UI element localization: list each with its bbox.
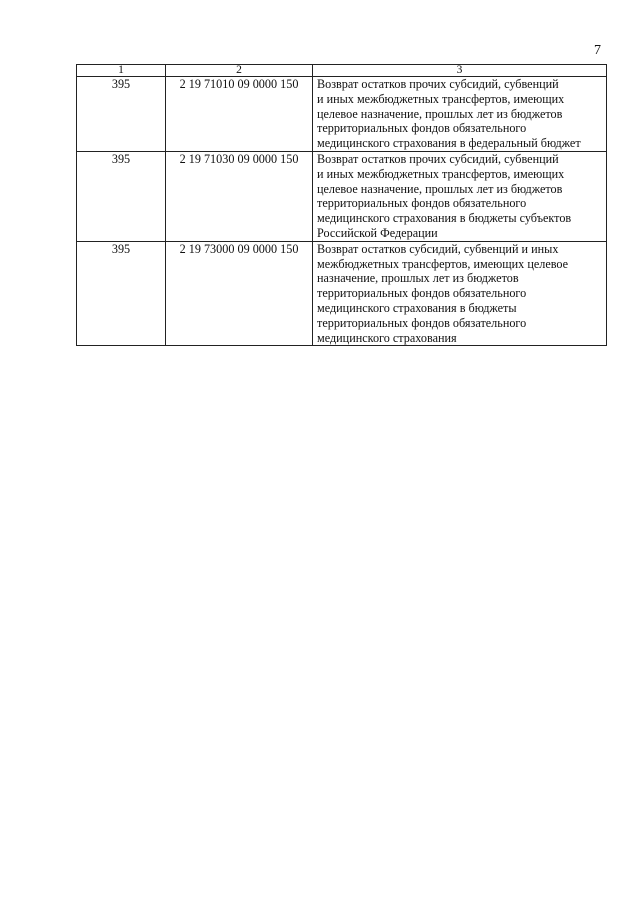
description-line: межбюджетных трансфертов, имеющих целевое	[317, 256, 569, 271]
description-line: назначение, прошлых лет из бюджетов	[317, 271, 519, 286]
description-line: медицинского страхования	[317, 330, 457, 345]
description-line: медицинского страхования в бюджеты субъектов	[317, 211, 572, 226]
description-line: Российской Федерации	[317, 225, 438, 240]
description-cell	[313, 241, 607, 346]
description-line: территориальных фондов обязательного	[317, 286, 527, 301]
table-header-row	[77, 65, 607, 77]
column-header-3: 3	[313, 65, 607, 77]
budget-codes-table	[76, 64, 607, 346]
description-line: и иных межбюджетных трансфертов, имеющих	[317, 166, 565, 181]
budget-code-cell: 2 19 71010 09 0000 150	[166, 77, 313, 152]
table-row	[77, 77, 607, 152]
description-line: Возврат остатков прочих субсидий, субвенций	[317, 151, 559, 166]
budget-code-cell: 2 19 71030 09 0000 150	[166, 151, 313, 241]
description-line: и иных межбюджетных трансфертов, имеющих	[317, 91, 565, 106]
description-line: территориальных фондов обязательного	[317, 196, 527, 211]
description-line: медицинского страхования в бюджеты	[317, 300, 517, 315]
admin-code-cell: 395	[77, 151, 166, 241]
description-line: Возврат остатков субсидий, субвенций и иных	[317, 241, 559, 256]
description-line: территориальных фондов обязательного	[317, 121, 527, 136]
description-cell	[313, 151, 607, 241]
description-line: медицинского страхования в федеральный бюджет	[317, 136, 581, 151]
table-row	[77, 241, 607, 346]
table-row	[77, 151, 607, 241]
page-number: 7	[594, 43, 601, 58]
column-header-2: 2	[166, 65, 313, 77]
column-header-1: 1	[77, 65, 166, 77]
description-line: территориальных фондов обязательного	[317, 315, 527, 330]
admin-code-cell: 395	[77, 77, 166, 152]
admin-code-cell: 395	[77, 241, 166, 346]
description-line: Возврат остатков прочих субсидий, субвенций	[317, 77, 559, 91]
description-line: целевое назначение, прошлых лет из бюджетов	[317, 181, 563, 196]
budget-code-cell: 2 19 73000 09 0000 150	[166, 241, 313, 346]
description-cell	[313, 77, 607, 152]
description-line: целевое назначение, прошлых лет из бюджетов	[317, 106, 563, 121]
